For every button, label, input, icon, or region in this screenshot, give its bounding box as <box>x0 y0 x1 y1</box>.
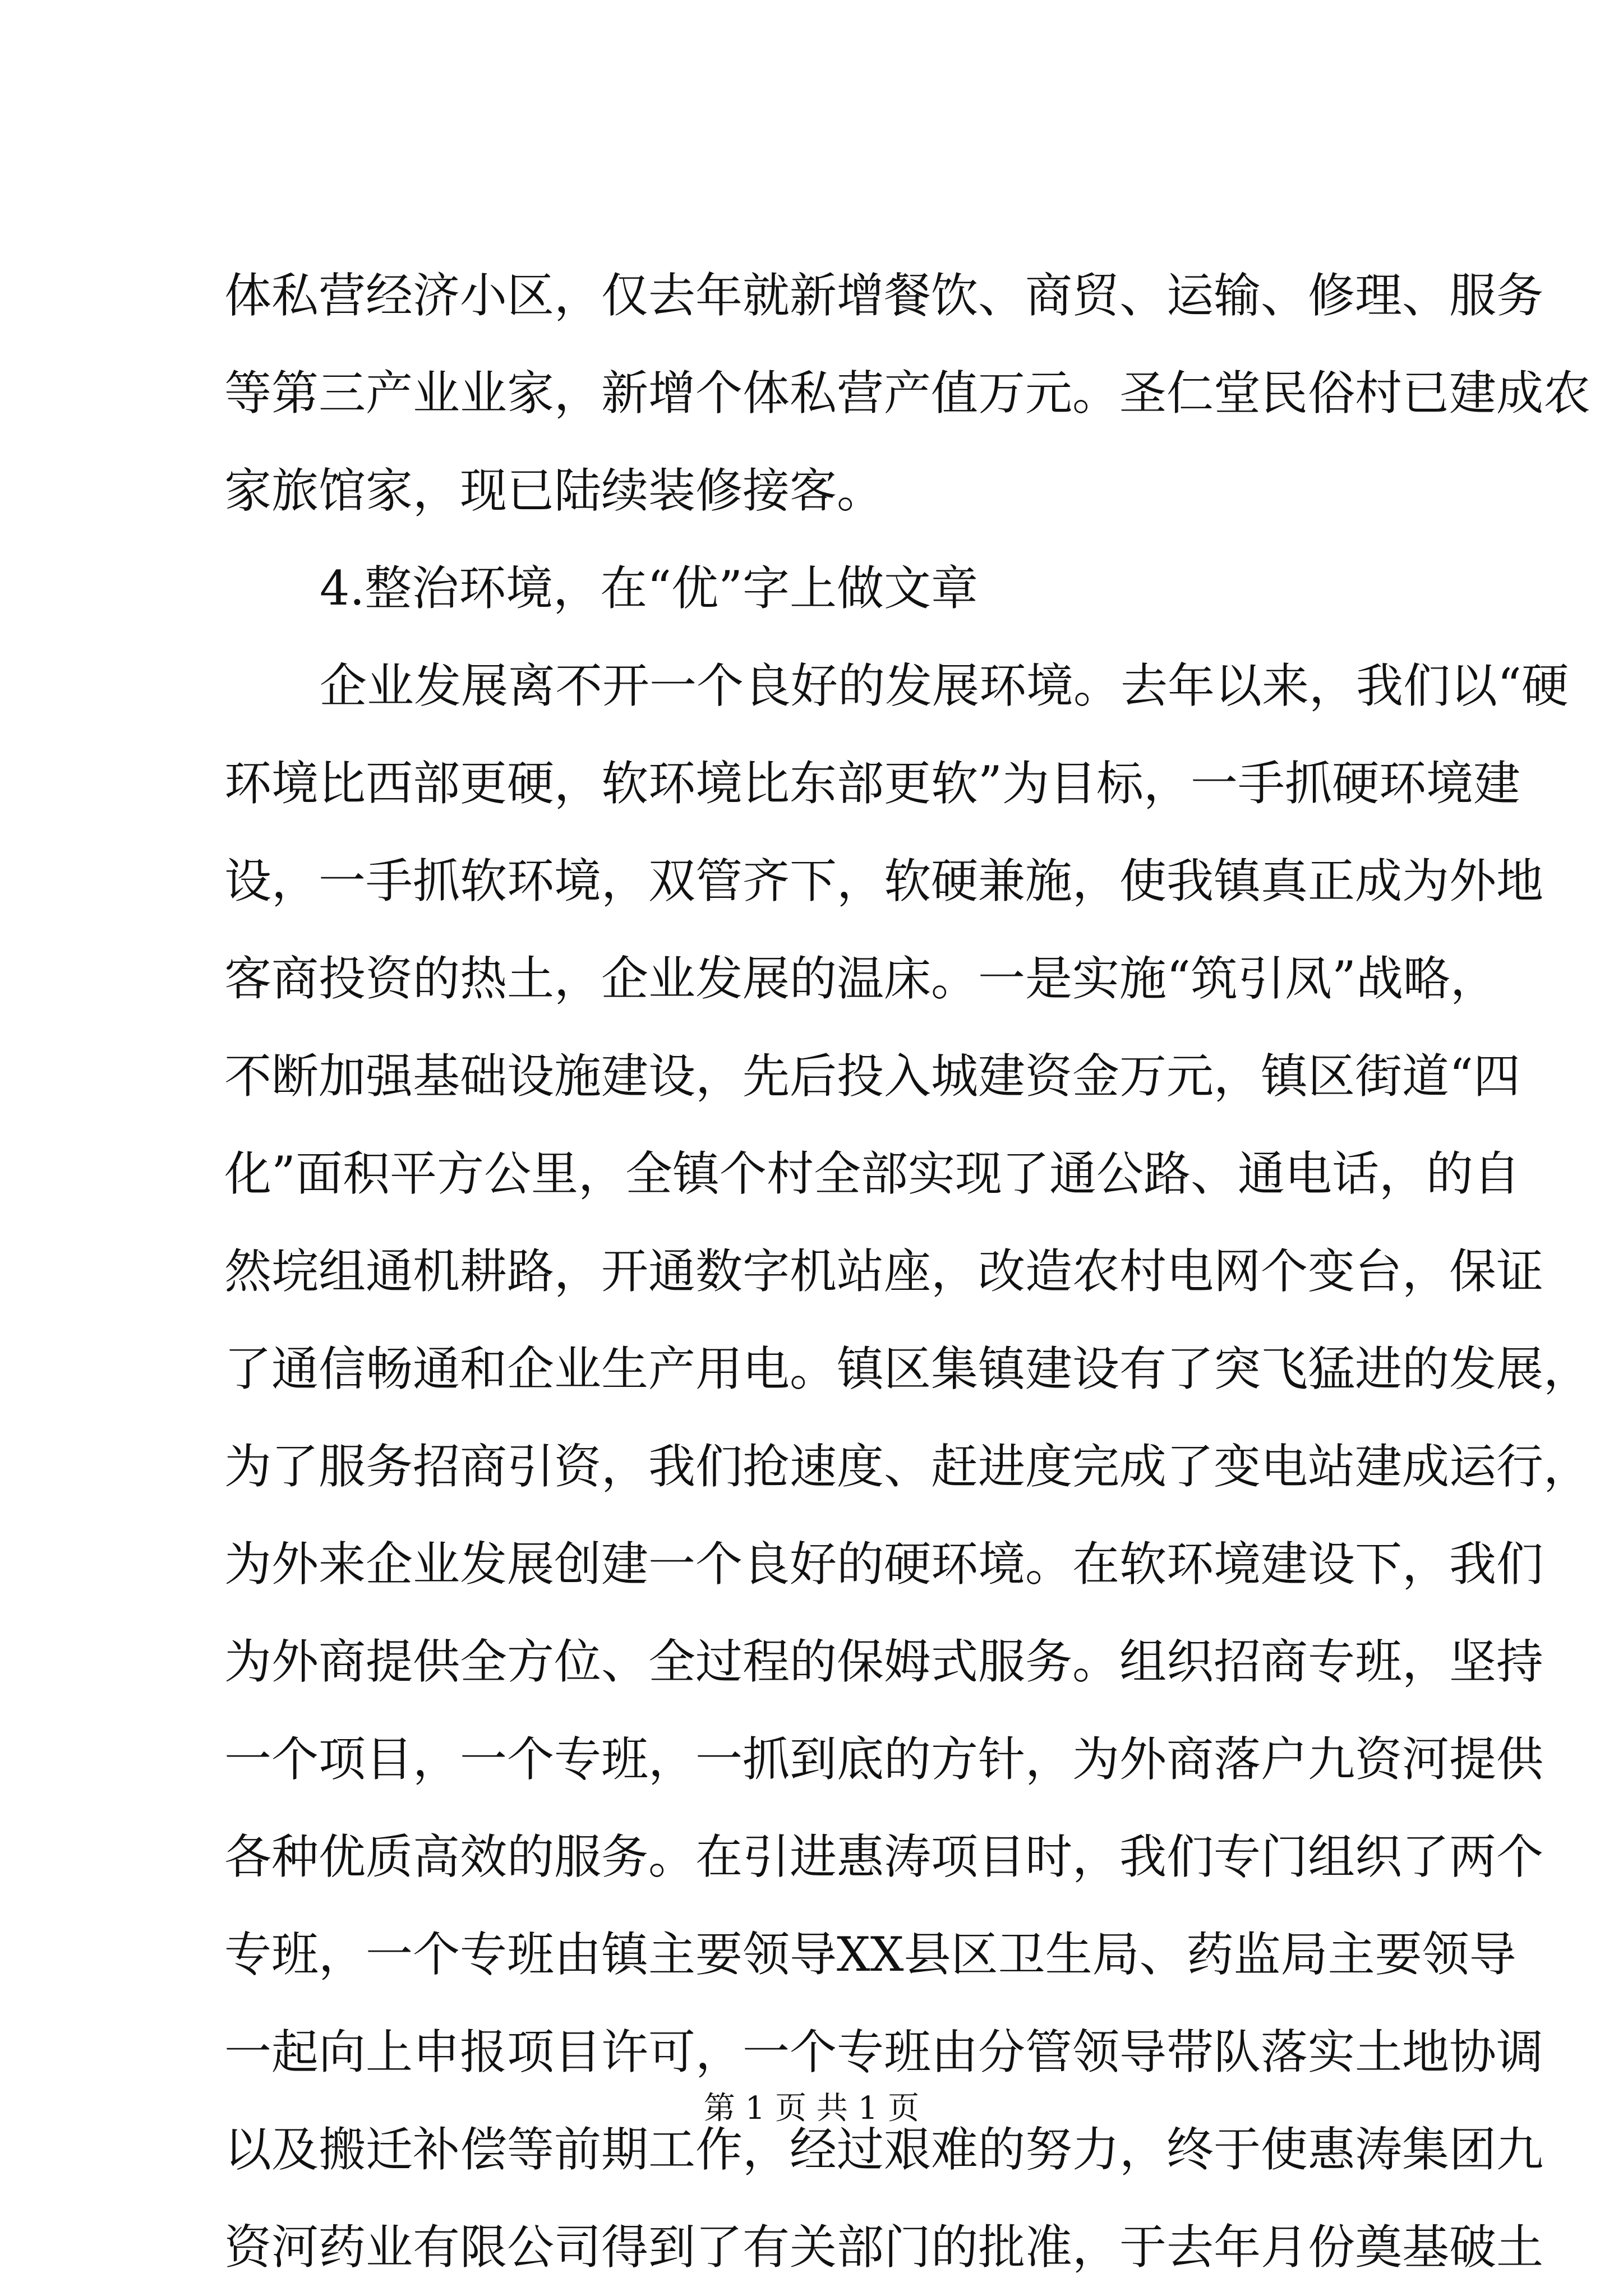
text-line: 然垸组通机耕路，开通数字机站座，改造农村电网个变台，保证 <box>224 1244 1544 1299</box>
text-line: 家旅馆家，现已陆续装修接客。 <box>224 463 884 518</box>
text-line: 一起向上申报项目许可，一个专班由分管领导带队落实土地协调 <box>224 2025 1544 2080</box>
text-line: 为了服务招商引资，我们抢速度、赶进度完成了变电站建成运行， <box>224 1439 1591 1494</box>
text-line: 体私营经济小区，仅去年就新增餐饮、商贸、运输、修理、服务 <box>224 268 1544 323</box>
text-line: 不断加强基础设施建设，先后投入城建资金万元，镇区街道“四 <box>224 1049 1520 1104</box>
text-line: 等第三产业业家，新增个体私营产值万元。圣仁堂民俗村已建成农 <box>224 366 1591 421</box>
text-line: 资河药业有限公司得到了有关部门的批准，于去年月份奠基破土 <box>224 2220 1544 2275</box>
text-line: 为外来企业发展创建一个良好的硬环境。在软环境建设下，我们 <box>224 1537 1544 1592</box>
text-line: 以及搬迁补偿等前期工作，经过艰难的努力，终于使惠涛集团九 <box>224 2122 1544 2177</box>
text-line: 环境比西部更硬，软环境比东部更软”为目标，一手抓硬环境建 <box>224 756 1520 811</box>
text-line: 企业发展离不开一个良好的发展环境。去年以来，我们以“硬 <box>320 658 1569 713</box>
text-line: 客商投资的热土，企业发展的温床。一是实施“筑引凤”战略， <box>224 951 1497 1006</box>
text-line: 各种优质高效的服务。在引进惠涛项目时，我们专门组织了两个 <box>224 1829 1544 1884</box>
text-line: 为外商提供全方位、全过程的保姆式服务。组织招商专班，坚持 <box>224 1634 1544 1689</box>
text-line: 了通信畅通和企业生产用电。镇区集镇建设有了突飞猛进的发展， <box>224 1341 1591 1396</box>
text-line: 设，一手抓软环境，双管齐下，软硬兼施，使我镇真正成为外地 <box>224 854 1544 909</box>
text-line: 化”面积平方公里，全镇个村全部实现了通公路、通电话，的自 <box>224 1146 1520 1201</box>
text-line: 一个项目，一个专班，一抓到底的方针，为外商落户九资河提供 <box>224 1732 1544 1787</box>
text-line: 专班，一个专班由镇主要领导XX县区卫生局、药监局主要领导 <box>224 1927 1516 1982</box>
body-text <box>224 247 1591 2296</box>
section-heading: 4.整治环境，在“优”字上做文章 <box>320 561 979 616</box>
page-footer: 第 1 页 共 1 页 <box>703 2090 920 2127</box>
